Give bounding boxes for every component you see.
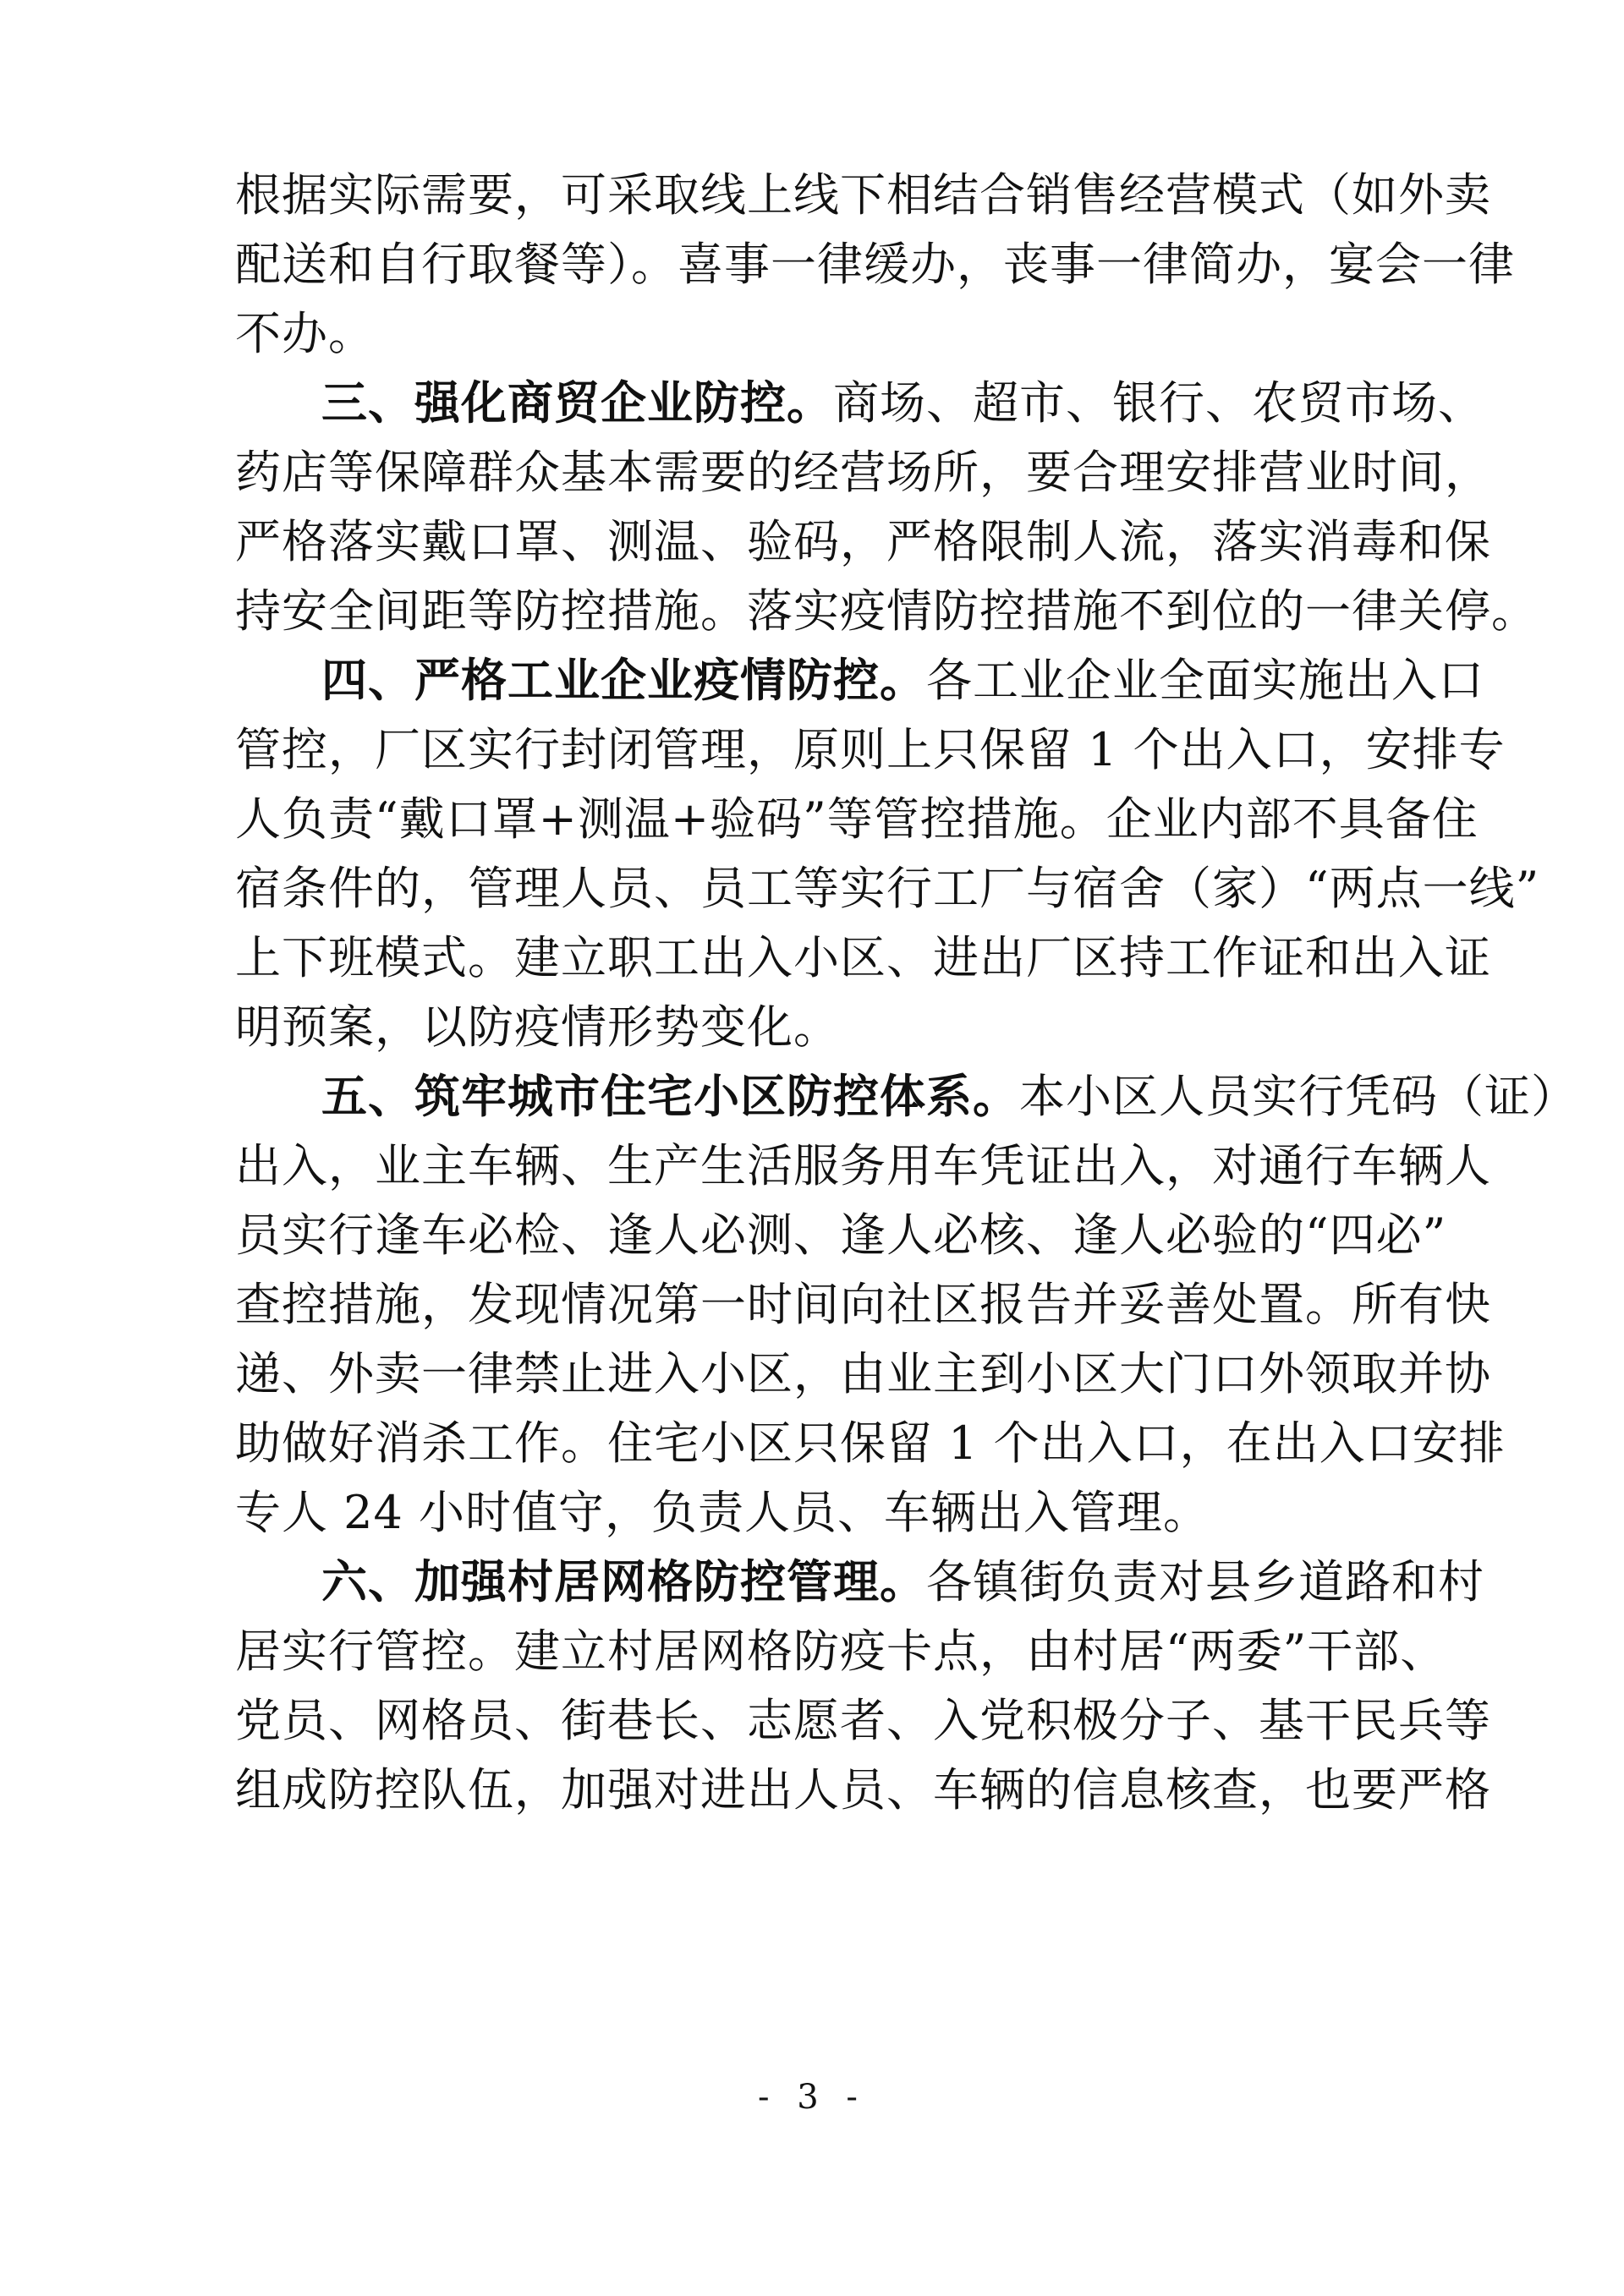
paragraph-4-line-2 <box>235 1132 1491 1201</box>
line-text: 严格落实戴口罩、测温、验码，严格限制人流，落实消毒和保 <box>235 515 1491 568</box>
section-heading-5: 五、筑牢城市住宅小区防控体系。 <box>321 1070 1019 1123</box>
line-text: 员实行逢车必检、逢人必测、逢人必核、逢人必验的“四必” <box>235 1208 1447 1262</box>
paragraph-3-line-5 <box>235 923 1491 993</box>
line-text: 递、外卖一律禁止进入小区，由业主到小区大门口外领取并协 <box>235 1347 1491 1400</box>
paragraph-4-line-5 <box>235 1340 1491 1409</box>
line-text: 查控措施，发现情况第一时间向社区报告并妥善处置。所有快 <box>235 1278 1491 1331</box>
line-text: 持安全间距等防控措施。落实疫情防控措施不到位的一律关停。 <box>235 584 1538 638</box>
page-number: - 3 - <box>758 2078 866 2117</box>
line-text: 各工业企业全面实施出入口 <box>926 654 1484 707</box>
line-text: 出入，业主车辆、生产生活服务用车凭证出入，对通行车辆人 <box>235 1139 1491 1192</box>
paragraph-4-line-7 <box>235 1478 1432 1548</box>
line-text: 明预案，以防疫情形势变化。 <box>235 1000 840 1054</box>
section-heading-4: 四、严格工业企业疫情防控。 <box>321 654 926 707</box>
line-text: 不办。 <box>235 307 375 360</box>
paragraph-3-line-1 <box>321 646 1484 715</box>
line-text: 商场、超市、银行、农贸市场、 <box>833 376 1484 430</box>
paragraph-1-line-3 <box>235 299 1432 369</box>
line-text: 党员、网格员、街巷长、志愿者、入党积极分子、基干民兵等 <box>235 1694 1491 1747</box>
paragraph-3-line-2 <box>235 715 1506 785</box>
paragraph-3-line-6 <box>235 993 1432 1062</box>
paragraph-1-line-2 <box>235 230 1515 299</box>
line-text: 组成防控队伍，加强对进出人员、车辆的信息核查，也要严格 <box>235 1763 1491 1817</box>
paragraph-4-line-1 <box>321 1062 1577 1132</box>
paragraph-2-line-3 <box>235 507 1491 577</box>
line-text: 根据实际需要，可采取线上线下相结合销售经营模式（如外卖 <box>235 168 1491 222</box>
paragraph-2-line-2 <box>235 438 1491 507</box>
paragraph-5-line-3 <box>235 1686 1491 1756</box>
paragraph-4-line-3 <box>235 1201 1447 1270</box>
line-text: 助做好消杀工作。住宅小区只保留 1 个出入口，在出入口安排 <box>235 1417 1506 1470</box>
section-heading-6: 六、加强村居网格防控管理。 <box>321 1555 926 1608</box>
line-text: 本小区人员实行凭码（证） <box>1019 1070 1577 1123</box>
paragraph-3-line-3 <box>235 785 1479 854</box>
paragraph-2-line-1 <box>321 369 1484 438</box>
paragraph-4-line-4 <box>235 1270 1491 1340</box>
line-text: 上下班模式。建立职工出入小区、进出厂区持工作证和出入证 <box>235 931 1491 984</box>
paragraph-2-line-4 <box>235 577 1538 646</box>
paragraph-5-line-2 <box>235 1617 1447 1686</box>
line-text: 管控，厂区实行封闭管理，原则上只保留 1 个出入口，安排专 <box>235 723 1506 776</box>
paragraph-1-line-1 <box>235 161 1491 230</box>
section-heading-3: 三、强化商贸企业防控。 <box>321 376 833 430</box>
paragraph-4-line-6 <box>235 1409 1506 1478</box>
paragraph-5-line-1 <box>321 1548 1484 1617</box>
line-text: 专人 24 小时值守，负责人员、车辆出入管理。 <box>235 1486 1210 1539</box>
line-text: 配送和自行取餐等）。喜事一律缓办，丧事一律简办，宴会一律 <box>235 238 1515 291</box>
line-text: 药店等保障群众基本需要的经营场所，要合理安排营业时间， <box>235 446 1491 499</box>
paragraph-3-line-4 <box>235 854 1540 923</box>
line-text: 宿条件的，管理人员、员工等实行工厂与宿舍（家）“两点一线” <box>235 862 1540 915</box>
line-text: 各镇街负责对县乡道路和村 <box>926 1555 1484 1608</box>
line-text: 居实行管控。建立村居网格防疫卡点，由村居“两委”干部、 <box>235 1625 1447 1678</box>
paragraph-5-line-4 <box>235 1756 1491 1825</box>
line-text: 人负责“戴口罩+测温+验码”等管控措施。企业内部不具备住 <box>235 792 1479 846</box>
